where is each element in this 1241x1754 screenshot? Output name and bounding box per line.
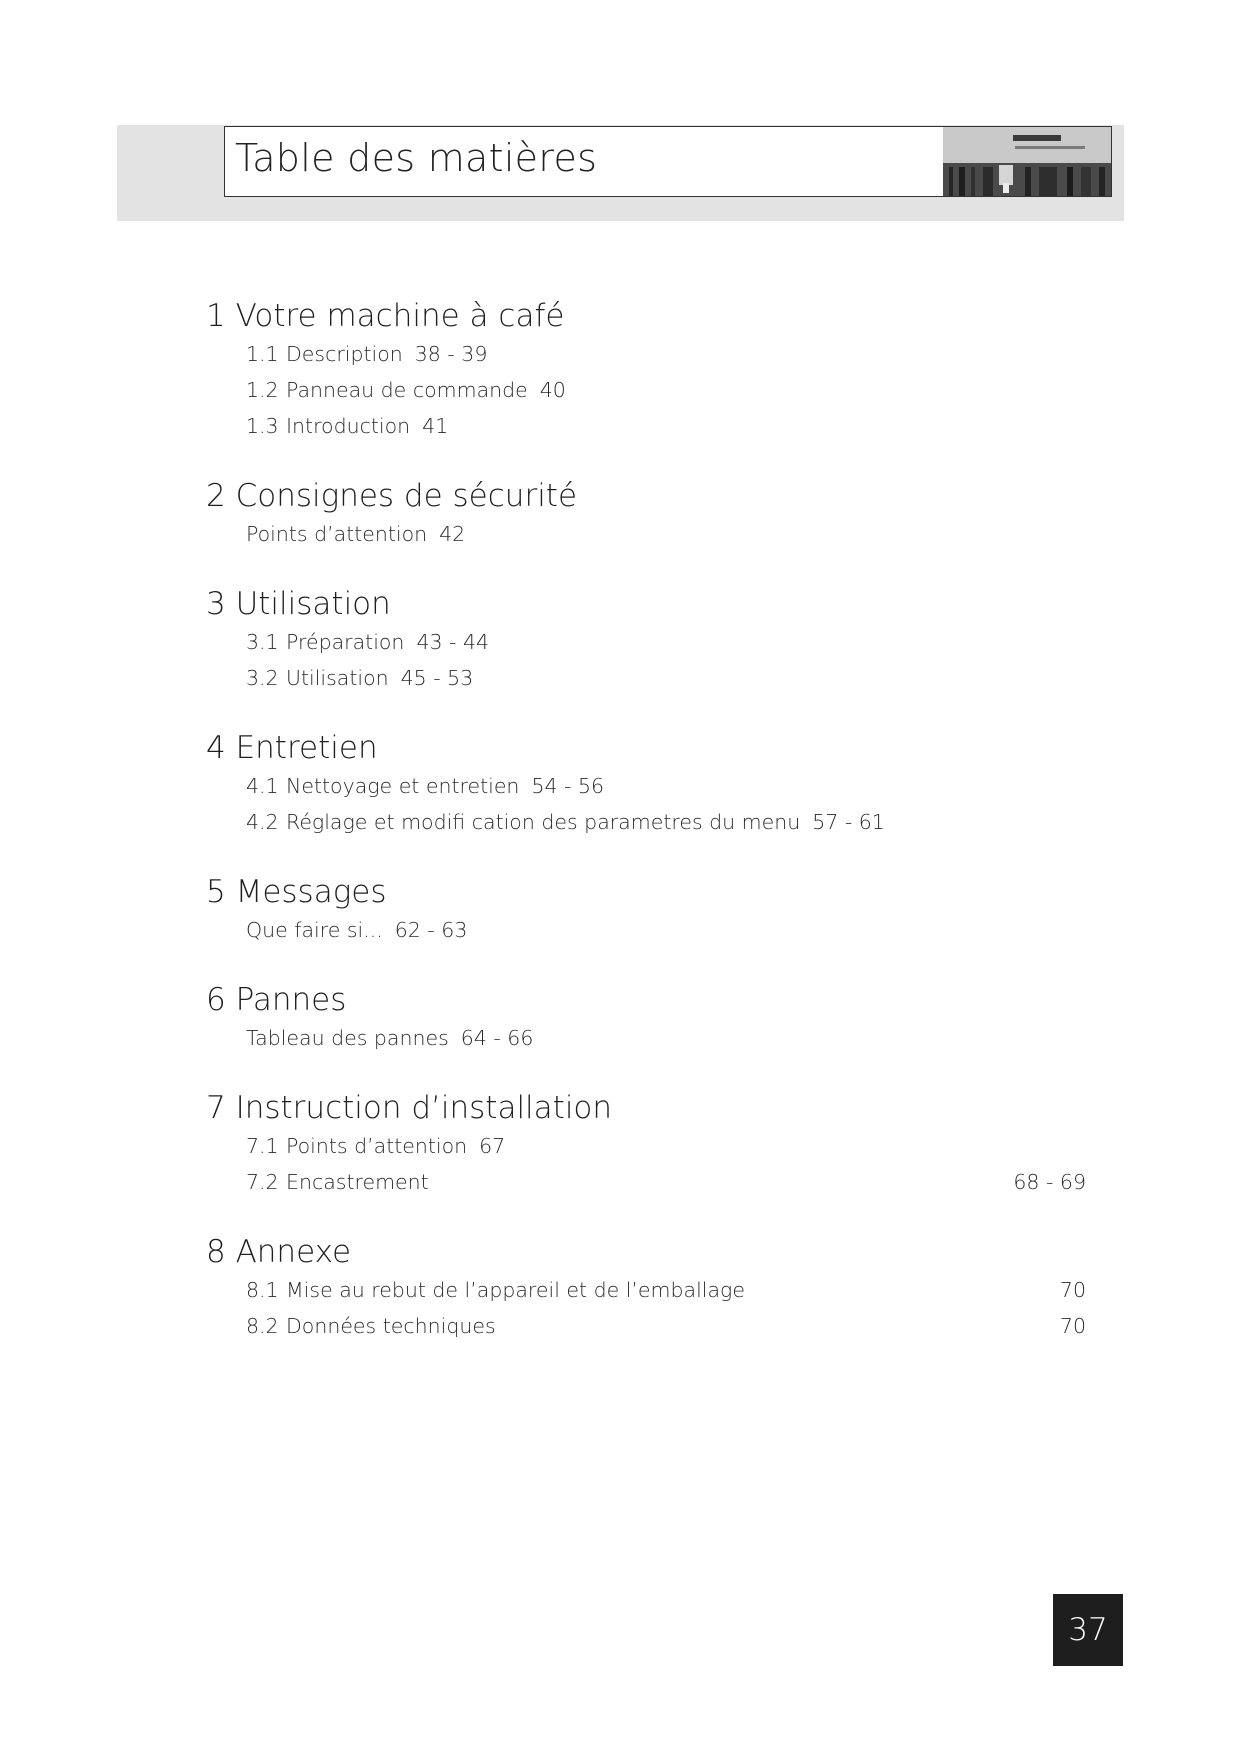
entry-pages: 40 <box>539 378 566 402</box>
toc-entry <box>206 1128 1086 1164</box>
entry-number: 1.2 <box>246 378 279 402</box>
page-title: Table des matières <box>235 136 598 180</box>
entry-pages: 57 - 61 <box>812 810 885 834</box>
toc-entry <box>206 336 1086 372</box>
entry-label: Tableau des pannes <box>246 1026 449 1050</box>
toc-entry <box>206 804 1086 840</box>
toc-entry <box>206 1164 1086 1200</box>
toc-section <box>206 728 1086 840</box>
section-title: 2 Consignes de sécurité <box>206 478 578 514</box>
section-title: 4 Entretien <box>206 730 378 766</box>
toc-entry <box>206 372 1086 408</box>
entry-pages: 41 <box>422 414 449 438</box>
section-title: 3 Utilisation <box>206 586 391 622</box>
entry-label: Encastrement <box>286 1170 429 1194</box>
toc-entry <box>206 660 1086 696</box>
entry-label: Données techniques <box>286 1314 496 1338</box>
toc-entry <box>206 1308 1086 1344</box>
entry-number: 1.3 <box>246 414 279 438</box>
entry-pages: 43 - 44 <box>416 630 490 654</box>
entry-number: 4.2 <box>246 810 279 834</box>
entry-pages: 67 <box>479 1134 506 1158</box>
toc-section <box>206 1088 1086 1200</box>
entry-label: Mise au rebut de l’appareil et de l’emballage <box>286 1278 745 1302</box>
entry-number: 4.1 <box>246 774 279 798</box>
section-title: 7 Instruction d’installation <box>206 1090 613 1126</box>
toc-entry <box>206 768 1086 804</box>
section-title: 1 Votre machine à café <box>206 298 565 334</box>
entry-label: Utilisation <box>286 666 389 690</box>
entry-label: Panneau de commande <box>286 378 528 402</box>
section-title: 6 Pannes <box>206 982 347 1018</box>
section-title: 8 Annexe <box>206 1234 352 1270</box>
toc-section <box>206 584 1086 696</box>
toc-section <box>206 476 1086 552</box>
entry-number: 8.2 <box>246 1314 279 1338</box>
section-title: 5 Messages <box>206 874 387 910</box>
page-number: 37 <box>1053 1594 1123 1666</box>
entry-label: Introduction <box>286 414 411 438</box>
coffee-machine-image <box>943 127 1111 196</box>
entry-pages: 64 - 66 <box>460 1026 534 1050</box>
toc-entry <box>206 912 1086 948</box>
toc-section <box>206 980 1086 1056</box>
entry-number: 8.1 <box>246 1278 279 1302</box>
toc-entry <box>206 408 1086 444</box>
toc-section <box>206 872 1086 948</box>
entry-label: Points d’attention <box>286 1134 468 1158</box>
entry-number: 3.2 <box>246 666 279 690</box>
entry-pages: 62 - 63 <box>394 918 468 942</box>
toc-section <box>206 1232 1086 1344</box>
entry-pages: 42 <box>439 522 466 546</box>
entry-pages: 68 - 69 <box>1013 1170 1086 1194</box>
entry-pages: 54 - 56 <box>531 774 605 798</box>
entry-pages: 70 <box>1059 1314 1086 1338</box>
entry-label: Description <box>286 342 403 366</box>
entry-pages: 38 - 39 <box>414 342 488 366</box>
toc-entry <box>206 624 1086 660</box>
entry-number: 3.1 <box>246 630 279 654</box>
toc-section <box>206 296 1086 444</box>
toc-entry <box>206 1020 1086 1056</box>
header-box <box>224 126 1112 197</box>
entry-number: 7.1 <box>246 1134 279 1158</box>
entry-number: 1.1 <box>246 342 279 366</box>
entry-label: Préparation <box>286 630 405 654</box>
entry-pages: 70 <box>1059 1278 1086 1302</box>
entry-pages: 45 - 53 <box>400 666 474 690</box>
toc-entry <box>206 516 1086 552</box>
entry-label: Nettoyage et entretien <box>286 774 520 798</box>
entry-label: Que faire si... <box>246 918 383 942</box>
entry-label: Réglage et modifi cation des parametres du menu <box>286 810 801 834</box>
entry-label: Points d’attention <box>246 522 428 546</box>
entry-number: 7.2 <box>246 1170 279 1194</box>
toc-entry <box>206 1272 1086 1308</box>
